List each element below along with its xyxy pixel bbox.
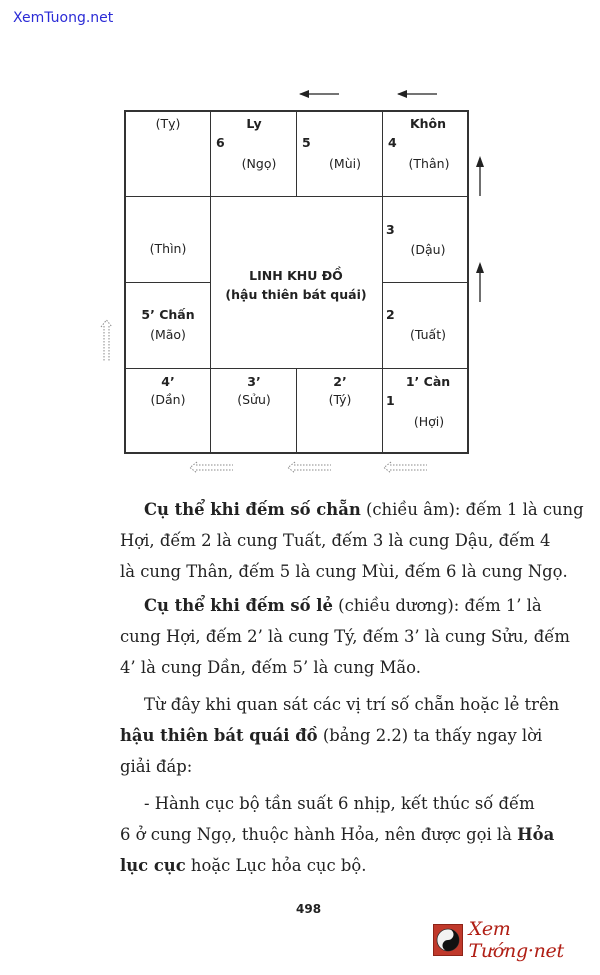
text-line: - Hành cục bộ tần suất 6 nhịp, kết thúc số đếm [144,794,535,813]
bold-phrase: Hỏa [517,825,555,844]
cell-ty-branch: (Tỵ) [155,116,181,131]
xemtuong-logo[interactable] [433,918,600,962]
text-line [120,494,584,525]
text-line: giải đáp: [120,757,193,776]
text-line [120,720,543,751]
paragraph-fire-bureau [120,788,555,881]
dotted-left-arrow-icon [190,462,233,473]
text-line [120,850,524,881]
left-arrow-icon [397,90,437,98]
cell-can-label: 1’ Càn [405,374,451,389]
cell-mao-branch: (Mão) [150,327,186,342]
cell-dau-branch: (Dậu) [410,242,446,257]
direction-arrows [0,0,600,480]
diagram-title: LINH KHU ĐỒ [249,268,343,283]
paragraph-odd-count [120,590,570,683]
cell-mui-number: 5 [302,135,311,150]
cell-suu-branch: (Sửu) [237,392,271,407]
text-line: là cung Thân, đếm 5 là cung Mùi, đếm 6 là cung Ngọ. [120,562,568,581]
up-arrow-icon [476,156,484,196]
text-span: (chiều dương): đếm 1’ là [332,596,542,615]
text-line: cung Hợi, đếm 2’ là cung Tý, đếm 3’ là cung Sửu, đếm [120,627,570,646]
cell-can-number: 1 [386,393,395,408]
paragraph-even-count [120,494,584,587]
diagram-subtitle: (hậu thiên bát quái) [225,287,367,302]
cell-mui-branch: (Mùi) [329,156,361,171]
bold-phrase: Cụ thể khi đếm số lẻ [144,596,333,615]
cell-chan-label: 5’ Chấn [141,307,195,322]
cell-tuat-branch: (Tuất) [410,327,446,342]
left-arrow-icon [299,90,339,98]
cell-dau-number: 3 [386,222,395,237]
cell-ngo-branch: (Ngọ) [241,156,277,171]
text-line: Từ đây khi quan sát các vị trí số chẵn hoặc lẻ trên [144,695,560,714]
cell-tuat-number: 2 [386,307,395,322]
cell-ly-number: 6 [216,135,225,150]
paragraph-observation [120,689,560,782]
cell-ty-bottom-number: 2’ [333,374,347,389]
dotted-up-arrow-icon [101,320,112,361]
cell-dan-branch: (Dần) [150,392,186,407]
cell-thin-branch: (Thìn) [149,241,187,256]
dotted-left-arrow-icon [384,462,427,473]
up-arrow-icon [476,262,484,302]
text-line: Hợi, đếm 2 là cung Tuất, đếm 3 là cung Dậu, đếm 4 [120,531,551,550]
cell-suu-number: 3’ [247,374,261,389]
dotted-left-arrow-icon [288,462,331,473]
watermark-top[interactable]: XemTuong.net [13,10,114,26]
cell-ty-bottom-branch: (Tý) [328,392,352,407]
text-span: 6 ở cung Ngọ, thuộc hành Hỏa, nên được gọi là [120,825,518,844]
linh-khu-do-diagram [0,0,600,480]
cell-khon-number: 4 [388,135,397,150]
text-line: 4’ là cung Dần, đếm 5’ là cung Mão. [120,658,421,677]
yin-yang-icon [433,924,463,956]
logo-text: Xem Tướng·net [468,918,564,962]
cell-khon-trigram: Khôn [409,116,447,131]
text-line [120,590,542,621]
text-span: (bảng 2.2) ta thấy ngay lời [317,726,543,745]
text-span: hoặc Lục hỏa cục bộ. [185,856,367,875]
text-line [120,819,555,850]
cell-dan-number: 4’ [161,374,175,389]
page-number: 498 [296,902,322,916]
cell-ly-trigram: Ly [246,116,262,131]
bold-phrase: Cụ thể khi đếm số chẵn [144,500,361,519]
cell-than-branch: (Thân) [408,156,450,171]
bold-phrase: lục cục [120,856,186,875]
cell-hoi-branch: (Hợi) [413,414,445,429]
text-span: (chiều âm): đếm 1 là cung [360,500,584,519]
bold-phrase: hậu thiên bát quái đồ [120,726,318,745]
